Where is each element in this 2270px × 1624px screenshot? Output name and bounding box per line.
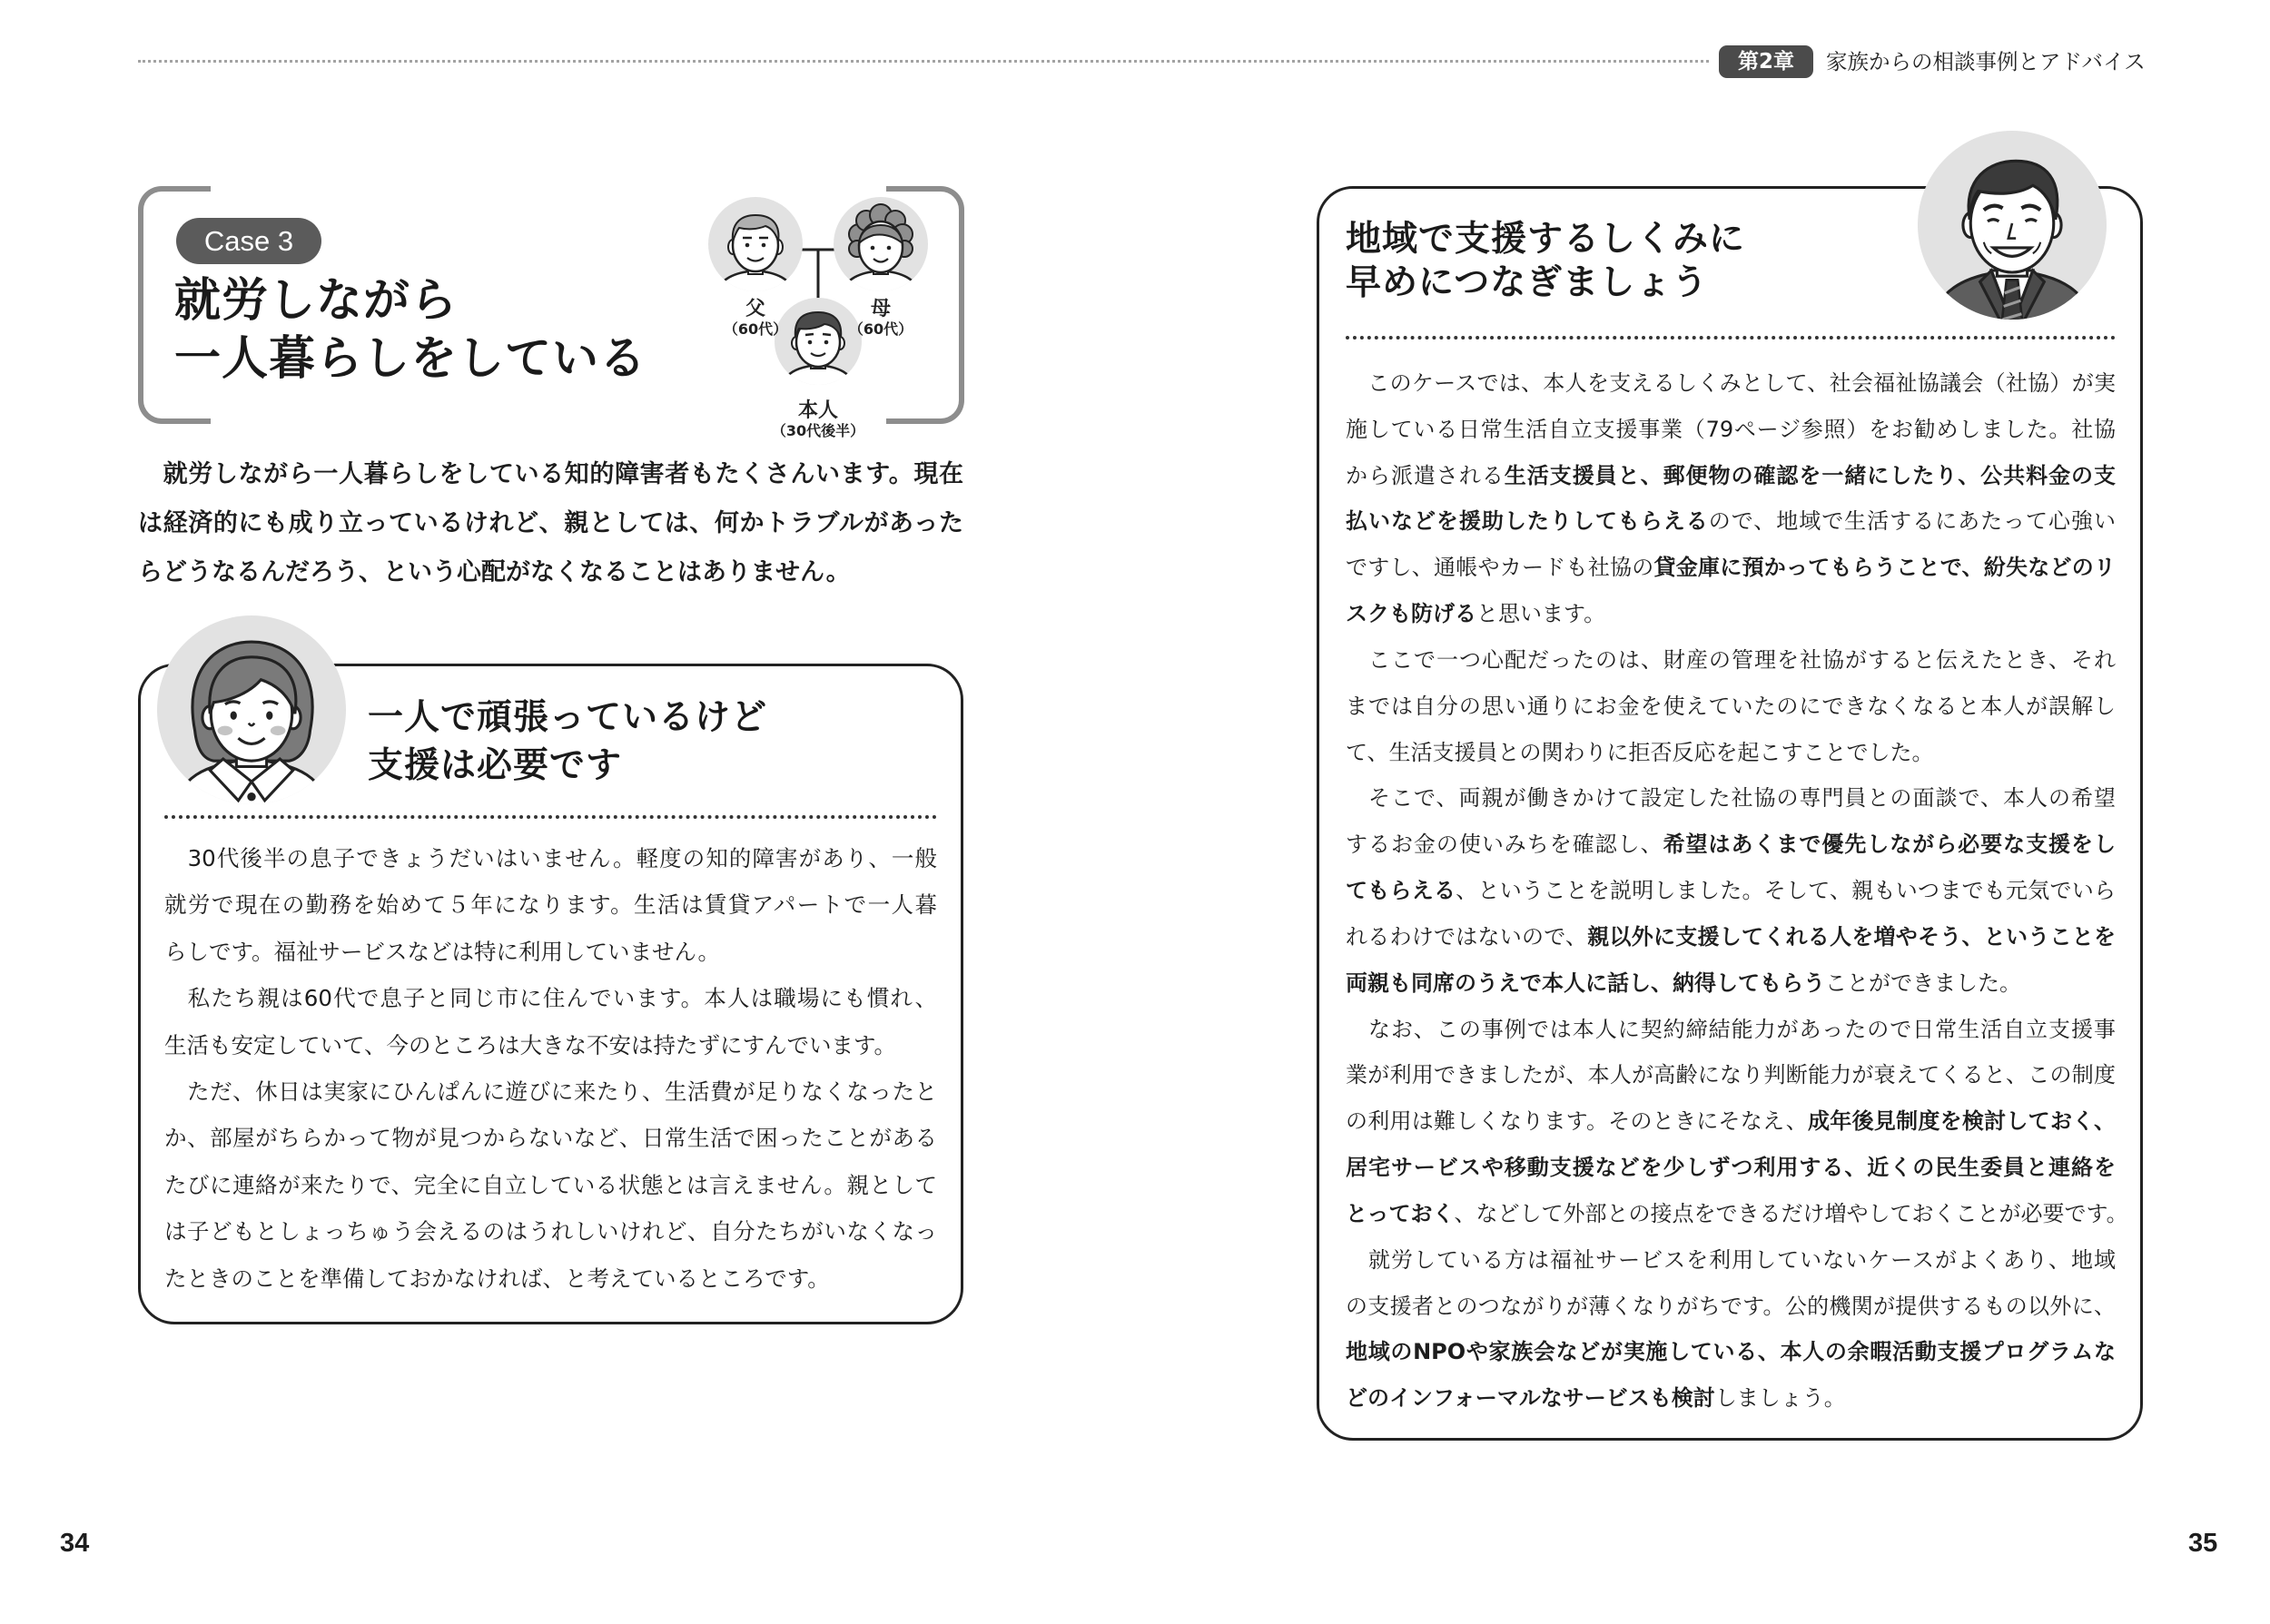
body-text: しましょう。 [1714, 1385, 1846, 1412]
mother-avatar-icon [157, 615, 346, 804]
case-title-line: 就労しながら [174, 274, 459, 328]
body-text: て、生活支援員との関わりに拒否反応を起こすことでした。 [1346, 739, 1934, 765]
page-number-left: 34 [60, 1529, 90, 1558]
text-line: らしです。福祉サービスなどは特に利用していません。 [164, 938, 721, 965]
emphasized-text: 地域のNPOや家族会などが実施している、本人の余暇活動支援プログラムな [1346, 1339, 2116, 1365]
text-line [1346, 730, 2116, 776]
text-line [1346, 868, 2116, 914]
text-line: 就労しながら一人暮らしをしている知的障害者もたくさんいます。現在 [138, 460, 963, 488]
mother-label-name: 母 [870, 298, 891, 320]
body-text: するお金の使いみちを確認し、 [1346, 832, 1663, 858]
text-line: か、部屋がちらかって物が見つからないなど、日常生活で困ったことがある [164, 1125, 937, 1152]
text-line [1346, 684, 2116, 730]
consultation-dotted-divider [164, 815, 937, 819]
text-line: は経済的にも成り立っているけれど、親としては、何かトラブルがあった [138, 509, 963, 537]
emphasized-text: スクも防げる [1346, 601, 1476, 627]
father-label-age: （60代） [723, 320, 788, 338]
text-line [1346, 1098, 2116, 1145]
body-text: なお、この事例では本人に契約締結能力があったので日常生活自立支援事 [1346, 1016, 2116, 1042]
text-line [1346, 1329, 2116, 1375]
text-line: 30代後半の息子できょうだいはいません。軽度の知的障害があり、一般 [164, 845, 937, 871]
body-text: 、などして外部との接点をできるだけ増やしておくことが必要です。 [1454, 1200, 2128, 1226]
case-title [174, 272, 646, 389]
advisor-avatar-icon [1918, 131, 2107, 320]
body-text: このケースでは、本人を支えるしくみとして、社会福祉協議会（社協）が実 [1346, 370, 2116, 396]
text-line [1346, 1145, 2116, 1191]
text-line [1346, 407, 2116, 453]
case-label: Case 3 [176, 218, 321, 264]
text-line [1346, 545, 2116, 591]
text-line [1346, 1375, 2116, 1422]
chapter-title: 家族からの相談事例とアドバイス [1826, 49, 2146, 74]
body-text: ですし、通帳やカードも社協の [1346, 555, 1654, 581]
consultation-title-line: 一人で頑張っているけど [368, 697, 768, 738]
text-line: 就労で現在の勤務を始めて５年になります。生活は賃貸アパートで一人暮 [164, 891, 937, 919]
mother-face-icon [834, 197, 928, 298]
self-label-name: 本人 [797, 399, 838, 422]
emphasized-text: 払いなどを援助したりしてもらえる [1346, 508, 1709, 535]
family-connector-lines [801, 250, 835, 299]
text-line [1346, 637, 2116, 684]
text-line [1346, 775, 2116, 822]
body-text: の支援者とのつながりが薄くなりがちです。公的機関が提供するもの以外に、 [1346, 1293, 2116, 1319]
advice-title-line: 地域で支援するしくみに [1346, 219, 1746, 260]
text-line [1346, 960, 2116, 1007]
emphasized-text: とっておく [1346, 1200, 1455, 1226]
text-line: 生活も安定していて、今のところは大きな不安は持たずにすんでいます。 [164, 1031, 897, 1058]
text-line [1346, 1052, 2116, 1098]
father-face-icon [708, 197, 803, 298]
page-number-right: 35 [2188, 1529, 2218, 1558]
body-text: れるわけではないので、 [1346, 923, 1588, 950]
mother-label-age: （60代） [848, 320, 913, 338]
text-line [1346, 1191, 2128, 1237]
advice-dotted-divider [1346, 336, 2116, 340]
consultation-title [368, 694, 767, 790]
text-line [1346, 1237, 2116, 1284]
self-label [759, 400, 877, 440]
body-text: までは自分の思い通りにお金を使えていたのにできなくなると本人が誤解し [1346, 693, 2116, 719]
advice-title-line: 早めにつなぎましょう [1346, 262, 1709, 303]
emphasized-text: 親以外に支援してくれる人を増やそう、ということを [1587, 923, 2116, 950]
emphasized-text: どのインフォーマルなサービスも検討 [1346, 1385, 1715, 1412]
body-text: ので、地域で生活するにあたって心強い [1708, 508, 2116, 535]
body-text: 就労している方は福祉サービスを利用していないケースがよくあり、地域 [1346, 1246, 2116, 1273]
text-line [1346, 498, 2116, 545]
emphasized-text: 成年後見制度を検討しておく、 [1808, 1108, 2116, 1135]
text-line: 私たち親は60代で息子と同じ市に住んでいます。本人は職場にも慣れ、 [164, 985, 937, 1012]
text-line: ただ、休日は実家にひんぱんに遊びに来たり、生活費が足りなくなったと [164, 1078, 937, 1105]
body-text: 業が利用できましたが、本人が高齢になり判断能力が衰えてくると、この制度 [1346, 1062, 2116, 1088]
text-line [1346, 360, 2116, 407]
body-text: と思います。 [1476, 601, 1606, 627]
father-label-name: 父 [745, 298, 765, 320]
body-text: の利用は難しくなります。そのときにそなえ、 [1346, 1108, 1809, 1135]
body-text: 、ということを説明しました。そして、親もいつまでも元気でいら [1456, 878, 2116, 904]
text-line: は子どもとしょっちゅう会えるのはうれしいけれど、自分たちがいなくなっ [164, 1218, 937, 1245]
text-line [1346, 914, 2116, 960]
family-tree-illustration [705, 192, 933, 389]
emphasized-text: 両親も同席のうえで本人に話し、納得してもらう [1346, 969, 1825, 996]
advice-body [1346, 360, 2128, 1422]
father-label [715, 299, 796, 339]
header-dotted-rule [138, 60, 1709, 63]
self-label-age: （30代後半） [771, 422, 865, 439]
text-line: たびに連絡が来たりで、完全に自立している状態とは言えません。親として [164, 1171, 937, 1198]
body-text: そこで、両親が働きかけて設定した社協の専門員との面談で、本人の希望 [1346, 785, 2116, 812]
emphasized-text: 生活支援員と、郵便物の確認を一緒にしたり、公共料金の支 [1504, 462, 2117, 488]
emphasized-text: てもらえる [1346, 878, 1456, 904]
body-text: ここで一つ心配だったのは、財産の管理を社協がすると伝えたとき、それ [1346, 646, 2116, 673]
case-title-line: 一人暮らしをしている [174, 332, 647, 386]
advice-title [1346, 218, 1745, 305]
consultation-title-line: 支援は必要です [368, 745, 623, 786]
text-line [1346, 453, 2116, 499]
body-text: から派遣される [1346, 462, 1505, 488]
intro-paragraph [138, 450, 963, 597]
text-line [1346, 591, 2116, 637]
chapter-badge: 第2章 [1719, 45, 1813, 78]
body-text: 施している日常生活自立支援事業（79ページ参照）をお勧めしました。社協 [1346, 416, 2116, 442]
consultation-body [164, 835, 937, 1302]
text-line: たときのことを準備しておかなければ、と考えているところです。 [164, 1265, 830, 1292]
body-text: ことができました。 [1825, 969, 2021, 996]
text-line [1346, 1007, 2116, 1053]
emphasized-text: 貸金庫に預かってもらうことで、紛失などのリ [1653, 555, 2117, 581]
text-line [1346, 1284, 2116, 1330]
emphasized-text: 居宅サービスや移動支援などを少しずつ利用する、近くの民生委員と連絡を [1346, 1155, 2116, 1181]
text-line: らどうなるんだろう、という心配がなくなることはありません。 [138, 558, 851, 586]
text-line [1346, 822, 2116, 868]
emphasized-text: 希望はあくまで優先しながら必要な支援をし [1663, 832, 2117, 858]
mother-label [840, 299, 922, 339]
